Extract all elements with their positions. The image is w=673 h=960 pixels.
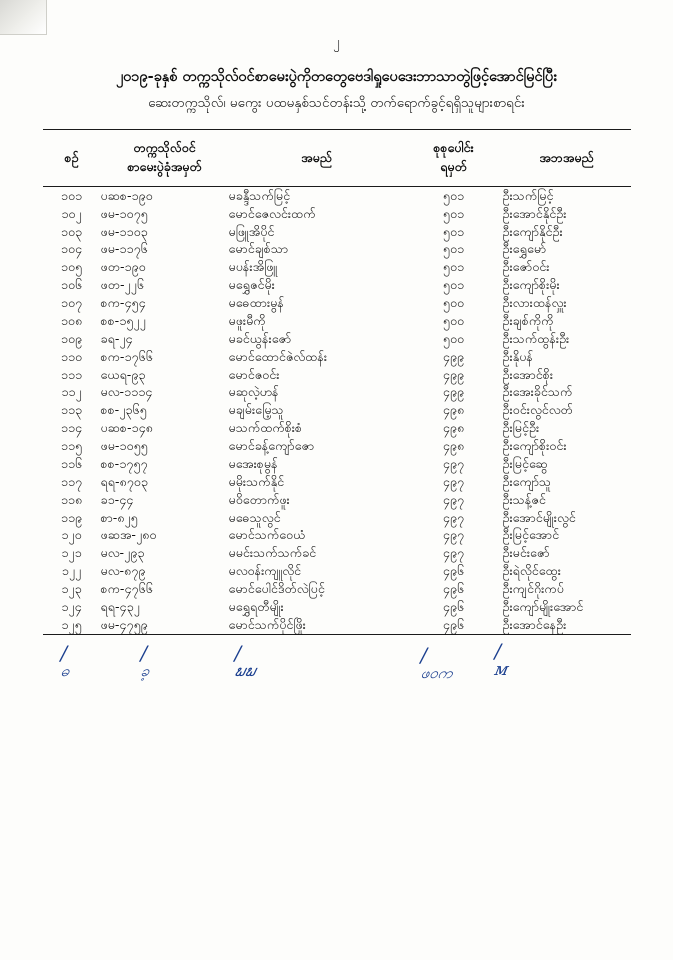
column-header-father: အဘအမည် <box>503 130 631 187</box>
table-row <box>43 294 631 312</box>
table-body <box>43 186 631 634</box>
cell-father: ဦးမြင့်အောင် <box>502 527 560 543</box>
cell-no: ၁၁၅ <box>60 438 83 454</box>
cell-name: မလဝန်းကျူလိုင် <box>228 563 302 579</box>
cell-name: မရွှေဇင်မိုး <box>228 277 275 293</box>
cell-exam-no: ဖမ-၁၀၅၅ <box>100 438 148 454</box>
cell-total: ၄၉၈ <box>442 420 465 436</box>
cell-no: ၁၀၄ <box>60 241 83 257</box>
cell-name: မဝိတောက်ဖူး <box>228 491 290 507</box>
table-row <box>43 276 631 294</box>
table-row <box>43 473 631 491</box>
cell-total: ၅၀၀ <box>442 330 465 346</box>
cell-no: ၁၀၆ <box>60 277 83 293</box>
cell-name: မဖြူအိပိုင် <box>228 223 275 239</box>
cell-father: ဦးအောင်မျိုးလွင် <box>502 509 576 525</box>
cell-no: ၁၀၁ <box>60 187 83 203</box>
cell-father: ဦးကျော်စိုးမိုး <box>502 277 560 293</box>
signature-3-mark: ພພ <box>232 661 258 680</box>
cell-father: ဦးကျော်မျိုးအောင် <box>502 598 584 614</box>
cell-name: မောင်ခန့်ကျော်ဇော <box>228 438 315 454</box>
table-row <box>43 330 631 348</box>
cell-total: ၄၉၆ <box>442 581 465 597</box>
cell-name: မောင်ချစ်သာ <box>228 241 289 257</box>
cell-father: ဦးကျော်စိုးဝင်း <box>502 438 567 454</box>
cell-father: ဦးအောင်နေဦး <box>503 616 631 634</box>
signature-1-mark: ဓ <box>58 661 71 680</box>
cell-total: ၄၉၇ <box>442 527 465 543</box>
cell-exam-no: စစ-၁၇၅၇ <box>100 455 148 471</box>
cell-name: မောင်ဇဝင်း <box>228 366 280 382</box>
cell-total: ၄၉၉ <box>442 384 465 400</box>
cell-exam-no: ဖမ-၁၁၀၃ <box>100 223 148 239</box>
cell-exam-no: ခရ-၂၄ <box>100 330 133 346</box>
table-row <box>43 205 631 223</box>
cell-father: ဦးလားထန်လှူး <box>502 295 567 311</box>
cell-no: ၁၂၄ <box>61 598 82 614</box>
cell-father: ဦးဝင်းလွင်လတ် <box>502 402 573 418</box>
signature-4-mark: ဖဝက <box>418 663 455 682</box>
cell-no: ၁၀၂ <box>61 205 82 221</box>
table-header-row <box>43 130 631 187</box>
cell-father: ဦးသက်မြင့် <box>502 187 554 203</box>
cell-total: ၅၀၀ <box>442 295 465 311</box>
table-row <box>43 419 631 437</box>
cell-no: ၁၁၁ <box>60 366 83 382</box>
table-row <box>43 366 631 384</box>
cell-name: မဓေထားမွန် <box>228 295 284 311</box>
cell-father: ဦးရွှေမော် <box>502 241 547 257</box>
cell-no: ၁၁၀ <box>60 348 83 364</box>
cell-name: မောင်ပေါင်ဒိတ်လဲပြင့် <box>228 581 325 597</box>
cell-exam-no: ဖတ-၁၉၀ <box>100 259 146 275</box>
cell-name: မခင်ယွန်းဇော် <box>228 330 292 346</box>
cell-no: ၁၂၂ <box>61 563 82 579</box>
cell-name: မသက်ထက်စိုးစံ <box>228 420 303 436</box>
cell-father: ဦးမင်းဇော် <box>502 545 550 561</box>
table-row <box>43 526 631 544</box>
cell-total: ၄၉၉ <box>442 348 465 364</box>
cell-exam-no: စစ-၂၃၆၅ <box>100 402 147 418</box>
cell-no: ၁၁၂ <box>61 384 82 400</box>
table-row <box>43 401 631 419</box>
cell-total: ၄၉၆ <box>442 563 465 579</box>
column-header-total-line1: စုစုပေါင်း <box>433 140 474 156</box>
cell-total: ၅၀၁ <box>442 205 465 221</box>
cell-exam-no: စက-၄၅၄ <box>100 295 146 311</box>
cell-total: ၄၉၇ <box>442 455 465 471</box>
cell-no: ၁၂၁ <box>61 545 82 561</box>
cell-name: မပန်းအိဖြူ <box>228 259 278 275</box>
cell-exam-no: ဖမ-၁၀၇၅ <box>100 205 148 221</box>
table-row <box>43 455 631 473</box>
table-row <box>43 258 631 276</box>
cell-father: ဦးရဲလိုင်ထွေး <box>502 563 561 579</box>
cell-name: မောင်သက်ဝေယံ <box>228 527 306 543</box>
signature-4 <box>418 642 455 682</box>
cell-father: ဦးမြင့်ဦး <box>502 420 540 436</box>
table-row <box>43 312 631 330</box>
cell-father: ဦးသန့်ဇင် <box>502 491 546 507</box>
student-roster-table <box>43 129 631 634</box>
cell-name: မောင်ဇေလင်းထက် <box>228 205 316 221</box>
cell-name: မဆုလဲ့ဟန် <box>228 384 279 400</box>
column-header-no: စဉ် <box>43 130 101 187</box>
cell-no: ၁၀၉ <box>60 330 83 346</box>
cell-name: မမိုးသက်နိုင် <box>228 473 285 489</box>
cell-total: ၅၀၁ <box>442 241 465 257</box>
cell-name: မအေးစုမွန် <box>228 455 278 471</box>
table-row <box>43 348 631 366</box>
cell-no: ၁၁၃ <box>60 402 83 418</box>
cell-father: ဦးနိုပန် <box>502 348 533 364</box>
cell-total: ၄၉၈ <box>442 438 465 454</box>
cell-exam-no: ဖဆအ-၂၈၀ <box>100 527 157 543</box>
cell-exam-no: ခ၁-၄၄ <box>100 491 134 507</box>
cell-total: ၄၉၇ <box>442 473 465 489</box>
cell-name: မခန္ဒီသက်မြင့် <box>228 187 291 203</box>
cell-no: ၁၁၆ <box>60 455 83 471</box>
column-header-total <box>405 130 503 187</box>
column-header-total-line2: ရမှတ် <box>440 159 467 175</box>
table-row <box>43 616 631 634</box>
table-row <box>43 562 631 580</box>
cell-total: ၄၉၇ <box>442 509 465 525</box>
cell-exam-no: ပဆစ-၁၉၀ <box>100 187 153 203</box>
cell-no: ၁၁၈ <box>60 491 83 507</box>
cell-no: ၁၁၄ <box>60 420 83 436</box>
cell-name: မောင်ထောင်ဇဲလ်ထန်း <box>228 348 328 364</box>
cell-no: ၁၀၃ <box>60 223 83 239</box>
document-title: ၂၀၁၉-ခုနှစ် တက္ကသိုလ်ဝင်စာမေးပွဲကိုတတွေဗေဒါရှုပေဒေးဘာသာတွဲဖြင့်အောင်မြင်ပြီး <box>116 69 557 85</box>
cell-total: ၄၉၇ <box>442 545 465 561</box>
cell-no: ၁၀၈ <box>60 312 83 328</box>
cell-no: ၁၂၀ <box>61 527 82 543</box>
cell-total: ၅၀၀ <box>442 312 465 328</box>
cell-father: ဦးချစ်ကိုကို <box>502 312 554 328</box>
cell-father: ဦးကျော်နိုင်ဦး <box>502 223 563 239</box>
cell-name: မရွှေရတီမျိုး <box>228 598 284 614</box>
column-header-exam-no <box>101 130 229 187</box>
cell-no: ၁၂၃ <box>61 581 82 597</box>
cell-exam-no: စာ-၈၂၅ <box>100 509 138 525</box>
signature-4-stroke: / <box>420 642 428 667</box>
cell-exam-no: ရရ-၈၇၀၃ <box>100 473 148 489</box>
column-header-exam-no-line1: တက္ကသိုလ်ဝင် <box>133 140 196 156</box>
cell-exam-no: ယေရ-၉၃ <box>100 366 146 382</box>
cell-total: ၄၉၈ <box>442 402 465 418</box>
signature-1-stroke: / <box>60 640 68 665</box>
column-header-name: အမည် <box>229 130 405 187</box>
signature-2-stroke: / <box>140 640 148 665</box>
signature-row <box>43 637 631 709</box>
signature-2 <box>138 640 151 680</box>
cell-father: ဦးသက်ထွန်းဦး <box>502 330 570 346</box>
cell-father: ဦးကျင်ဂိုးကပ် <box>502 581 564 597</box>
table-row <box>43 509 631 527</box>
cell-exam-no: မလ-၈၇၉ <box>100 563 146 579</box>
table-row <box>43 491 631 509</box>
cell-total: ၅၀၁ <box>442 187 465 203</box>
column-header-exam-no-line2: စာမေးပွဲခုံအမှတ် <box>127 159 202 175</box>
cell-no: ၁၀၇ <box>60 295 83 311</box>
cell-no: ၁၀၅ <box>60 259 83 275</box>
cell-total: ၄၉၉ <box>442 366 465 382</box>
cell-exam-no: ပဆစ-၁၄၈ <box>100 420 153 436</box>
page-corner-fold <box>0 0 47 35</box>
cell-exam-no: မလ-၁၁၁၄ <box>100 384 153 400</box>
table-row <box>43 580 631 598</box>
cell-total: ၄၉၇ <box>442 491 465 507</box>
cell-exam-no: ဖတ-၂၂၆ <box>100 277 144 293</box>
cell-exam-no: ဖမ-၄၇၅၉ <box>101 616 229 634</box>
document-subtitle: ဆေးတက္ကသိုလ်၊ မကွေး ပထမနှစ်သင်တန်းသို့ တက်ရောက်ခွင့်ရရှိသူများစာရင်း <box>148 95 525 112</box>
cell-name: မချမ်းမြေ့သူ <box>228 402 284 418</box>
cell-father: ဦးမြင့်ဆွေ <box>502 455 548 471</box>
cell-total: ၅၀၁ <box>442 223 465 239</box>
cell-father: ဦးအေးခိုင်သက် <box>502 384 573 400</box>
signature-5 <box>492 638 510 680</box>
signature-3 <box>232 640 258 680</box>
cell-name: မဖူးမီကို <box>228 312 266 328</box>
signature-2-mark: ခ့ <box>138 661 151 680</box>
cell-exam-no: မလ-၂၉၃ <box>100 545 145 561</box>
cell-no: ၁၁၇ <box>60 473 83 489</box>
table-row <box>43 186 631 204</box>
cell-father: ဦးဇော်ဝင်း <box>502 259 550 275</box>
table-row <box>43 544 631 562</box>
cell-name: မဓေသူလွင် <box>228 509 281 525</box>
signature-5-stroke: / <box>494 638 502 663</box>
cell-exam-no: ရရ-၄၃၂ <box>100 598 140 614</box>
cell-father: ဦးအောင်စိုး <box>502 366 554 382</box>
cell-total: ၅၀၁ <box>442 277 465 293</box>
cell-exam-no: ဖမ-၁၁၇၆ <box>100 241 148 257</box>
cell-exam-no: စစ-၁၅၂၂ <box>100 312 146 328</box>
signature-1 <box>58 640 71 680</box>
cell-name: မောင်သက်ပိုင်ဖြိုး <box>229 616 405 634</box>
cell-father: ဦးအောင်နိုင်ဦး <box>502 205 567 221</box>
page-number: ၂ <box>333 35 340 50</box>
cell-total: ၄၉၆ <box>405 616 503 634</box>
cell-exam-no: စက-၄၇၆၆ <box>100 581 153 597</box>
signature-5-mark: ᴍ <box>492 659 510 680</box>
cell-no: ၁၁၉ <box>60 509 83 525</box>
cell-name: မမင်းသက်သက်ခင် <box>228 545 317 561</box>
table-row <box>43 223 631 241</box>
cell-father: ဦးကျော်သူ <box>502 473 552 489</box>
cell-total: ၄၉၆ <box>442 598 465 614</box>
cell-exam-no: စက-၁၇၆၆ <box>100 348 153 364</box>
table-row <box>43 437 631 455</box>
cell-total: ၅၀၁ <box>442 259 465 275</box>
signature-3-stroke: / <box>234 640 242 665</box>
cell-no: ၁၂၅ <box>43 616 101 634</box>
table-row <box>43 240 631 258</box>
table-row <box>43 598 631 616</box>
table-row <box>43 383 631 401</box>
